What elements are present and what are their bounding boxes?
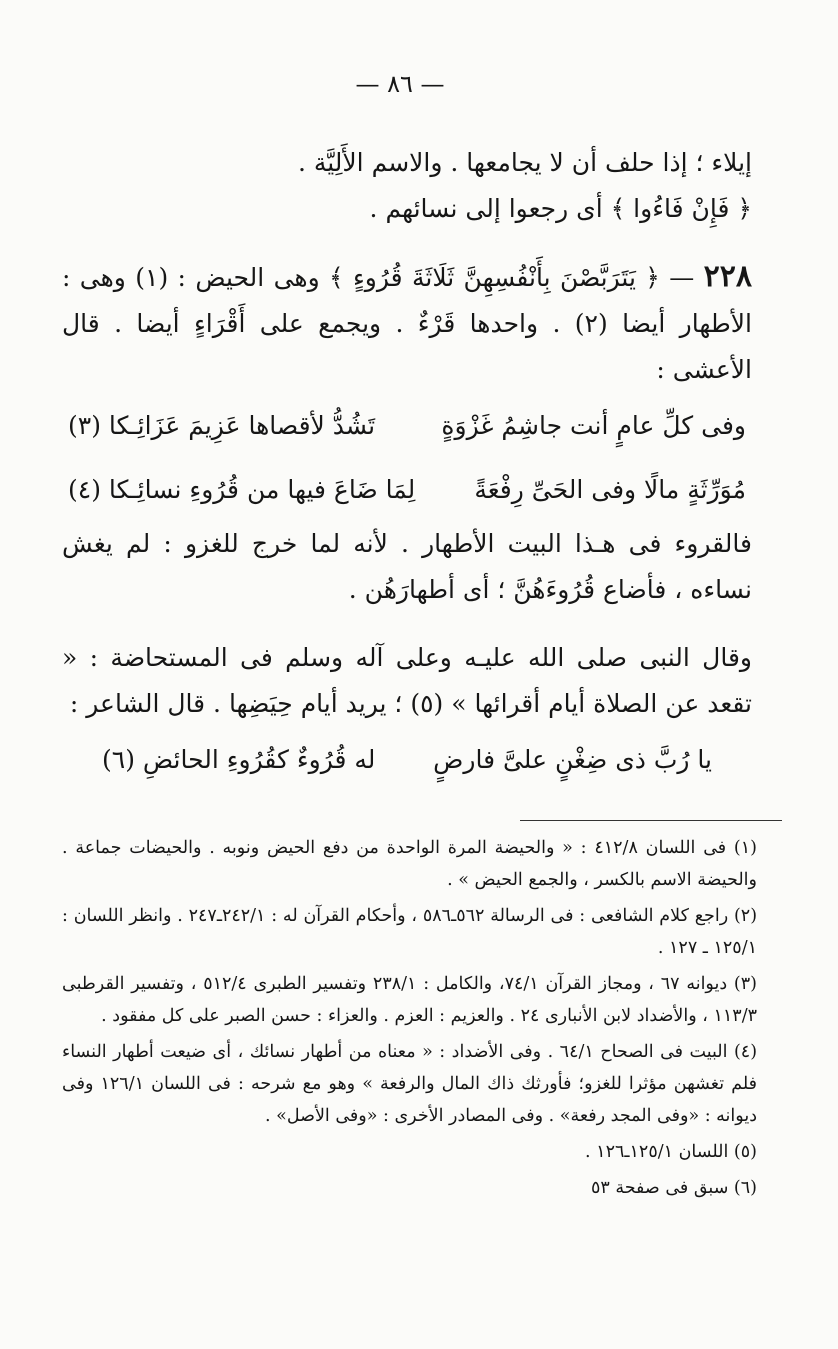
footnote-3: (٣) ديوانه ٦٧ ، ومجاز القرآن ٧٤/١، والكامل : ٢٣٨/١ وتفسير الطبرى ٥١٢/٤ ، وتفسير القرطبى ١١٣/٣ ، والأضداد لابن الأنبارى ٢٤ . والعزيم : العزم . والعزاء : حسن الصبر على كل مفقود . xyxy=(62,974,757,1026)
verse-3-hemistich-a: يا رُبَّ ذى ضِغْنٍ علىَّ فارضٍ xyxy=(433,744,712,774)
verse-1-hemistich-a: وفى كلِّ عامٍ أنت جاشِمُ غَزْوَةٍ xyxy=(441,410,746,440)
verse-3 xyxy=(62,727,752,791)
footnotes xyxy=(62,832,757,1208)
entry-text: — ﴿ يَتَرَبَّصْنَ بِأَنْفُسِهِنَّ ثَلَاثَةَ قُرُوءٍ ﴾ وهى الحيض : (١) وهى : الأطهار أيضا (٢) . واحدها قَرْءٌ . ويجمع على أَقْرَاءٍ أيضا . قال الأعشى : xyxy=(62,263,752,384)
footnote-divider xyxy=(520,820,782,821)
footnote-2: (٢) راجع كلام الشافعى : فى الرسالة ٥٦٢ـ٥٨٦ ، وأحكام القرآن له : ٢٤٢/١ـ٢٤٧ . وانظر اللسان : ١٢٥/١ ـ ١٢٧ . xyxy=(62,906,758,958)
spacer xyxy=(62,613,752,635)
verse-1-hemistich-b: تَشُدُّ لأقصاها عَزِيمَ عَزَائِـكا (٣) xyxy=(68,410,376,440)
paragraph-hadith: وقال النبى صلى الله عليـه وعلى آله وسلم فى المستحاضة : « تقعد عن الصلاة أيام أقرائها » (٥) ؛ يريد أيام حِيَضِها . قال الشاعر : xyxy=(62,643,752,718)
page-number: — ٨٦ — xyxy=(355,70,445,98)
verse-2-hemistich-a: مُوَرِّثَةٍ مالًا وفى الحَىِّ رِفْعَةً xyxy=(474,474,746,504)
footnote-1: (١) فى اللسان ٤١٢/٨ : « والحيضة المرة الواحدة من دفع الحيض ونوبه . والحيضات جماعة . والحيضة الاسم بالكسر ، والجمع الحيض » . xyxy=(62,838,757,890)
spacer xyxy=(62,232,752,254)
verse-2 xyxy=(62,457,752,521)
entry-number: ٢٢٨ xyxy=(703,259,753,294)
footnote-5: (٥) اللسان ١٢٥/١ـ١٢٦ . xyxy=(585,1142,757,1162)
verse-3-hemistich-b: له قُرُوءٌ كقُرُوءِ الحائضِ (٦) xyxy=(102,744,376,774)
verse-1 xyxy=(62,393,752,457)
verse-2-hemistich-b: لِمَا ضَاعَ فيها من قُرُوءِ نسائِـكا (٤) xyxy=(68,474,416,504)
text-line-fau: ﴿ فَإِنْ فَاءُوا ﴾ أى رجعوا إلى نسائهم . xyxy=(369,194,752,223)
paragraph-quru: فالقروء فى هـذا البيت الأطهار . لأنه لما خرج للغزو : لم يغش نساءه ، فأضاع قُرُوءَهُنَّ ؛ أى أطهارَهُن . xyxy=(62,529,752,604)
footnote-6: (٦) سبق فى صفحة ٥٣ xyxy=(590,1178,757,1198)
footnote-4: (٤) البيت فى الصحاح ٦٤/١ . وفى الأضداد : « معناه من أطهار نسائك ، أى ضيعت أطهار النساء فلم تغشهن مؤثرا للغزو؛ فأورثك ذاك المال والرفعة » وهو مع شرحه : فى اللسان ١٢٦/١ وفى ديوانه : «وفى المجد رفعة» . وفى المصادر الأخرى : «وفى الأصل» . xyxy=(62,1042,758,1126)
entry-228 xyxy=(62,254,752,393)
text-line-iila: إيلاء ؛ إذا حلف أن لا يجامعها . والاسم الأَلِيَّة . xyxy=(297,148,752,177)
main-text xyxy=(62,140,752,791)
